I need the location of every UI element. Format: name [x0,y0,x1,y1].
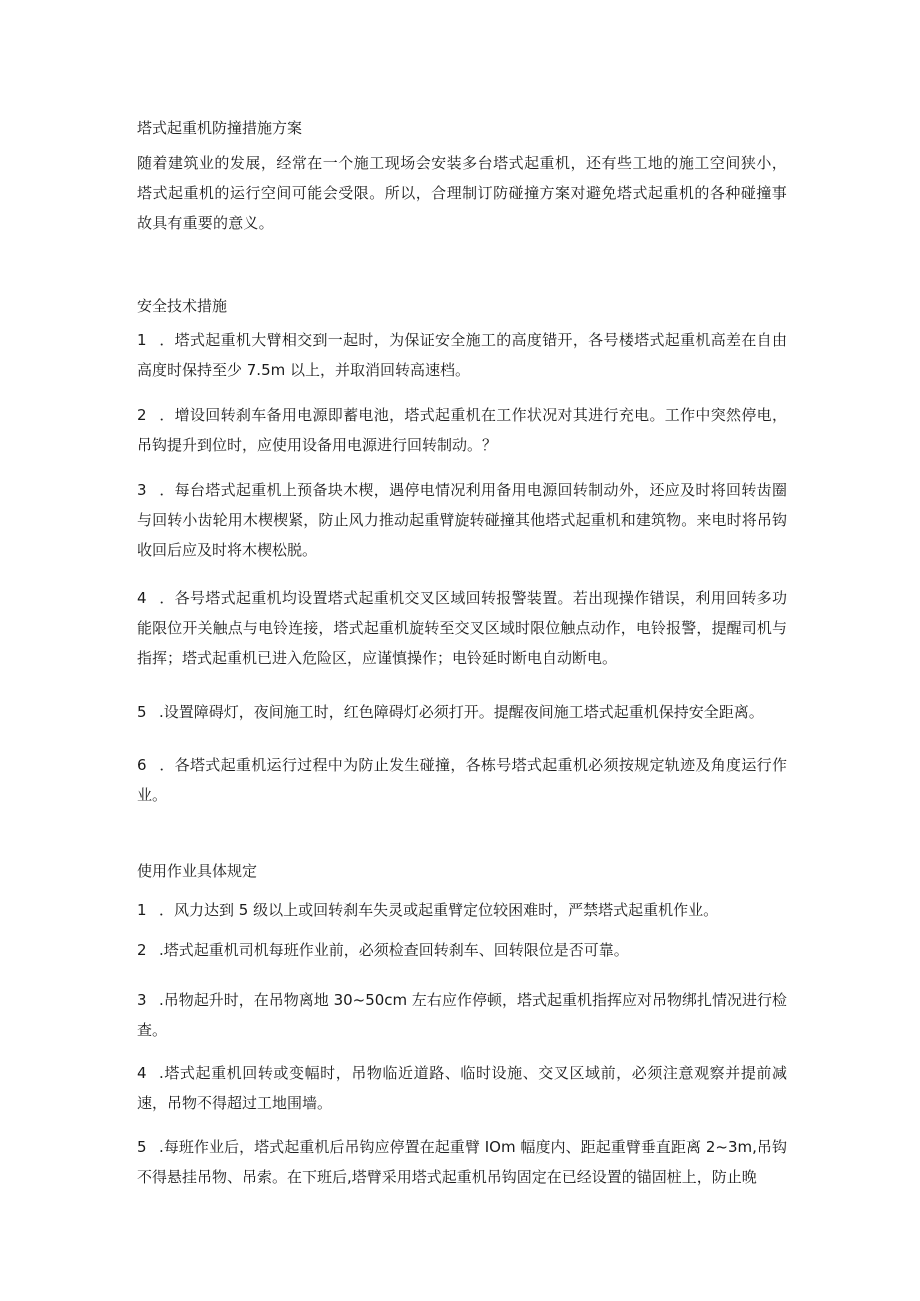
item-number: 3 [137,991,147,1009]
item-text: .塔式起重机回转或变幅时，吊物临近道路、临时设施、交叉区域前，必须注意观察并提前减速，吊物不得超过工地围墙。 [137,1064,787,1112]
item-number: 2 [137,941,147,959]
item-text: .塔式起重机司机每班作业前，必须检查回转刹车、回转限位是否可靠。 [159,941,629,959]
item-text: ．各塔式起重机运行过程中为防止发生碰撞，各栋号塔式起重机必须按规定轨迹及角度运行作业。 [137,756,787,804]
item-number: 1 [137,331,147,349]
item-text: ．增设回转刹车备用电源即蓄电池，塔式起重机在工作状况对其进行充电。工作中突然停电，吊钩提升到位时，应使用设备用电源进行回转制动。？ [137,406,787,454]
item-text: .吊物起升时，在吊物离地 30~50cm 左右应作停顿，塔式起重机指挥应对吊物绑扎情况进行检查。 [137,991,787,1039]
section-heading-safety-measures: 安全技术措施 [137,297,228,315]
list-item [137,935,787,965]
list-item [137,400,787,460]
item-number: 1 [137,901,147,919]
item-number: 4 [137,589,147,607]
document-title: 塔式起重机防撞措施方案 [137,119,303,137]
item-text: ．塔式起重机大臂相交到一起时，为保证安全施工的高度错开，各号楼塔式起重机高差在自由高度时保持至少 7.5m 以上，并取消回转高速档。 [137,331,787,379]
item-text: ．每台塔式起重机上预备块木楔，遇停电情况利用备用电源回转制动外，还应及时将回转齿圈与回转小齿轮用木楔楔紧，防止风力推动起重臂旋转碰撞其他塔式起重机和建筑物。来电时将吊钩收回后应及时将木楔松脱。 [137,481,787,559]
section-heading-usage-rules: 使用作业具体规定 [137,862,258,880]
item-text: .每班作业后，塔式起重机后吊钩应停置在起重臂 IOm 幅度内、距起重臂垂直距离 2~3m,吊钩不得悬挂吊物、吊索。在下班后,塔臂采用塔式起重机吊钩固定在已经设置的锚固桩上，防止晚 [137,1138,787,1186]
list-item [137,1132,787,1192]
item-text: ．各号塔式起重机均设置塔式起重机交叉区域回转报警装置。若出现操作错误，利用回转多功能限位开关触点与电铃连接，塔式起重机旋转至交叉区域时限位触点动作，电铃报警，提醒司机与指挥；塔式起重机已进入危险区，应谨慎操作；电铃延时断电自动断电。 [137,589,787,667]
item-number: 2 [137,406,147,424]
item-number: 5 [137,1138,147,1156]
intro-paragraph: 随着建筑业的发展，经常在一个施工现场会安装多台塔式起重机，还有些工地的施工空间狭小，塔式起重机的运行空间可能会受限。所以，合理制订防碰撞方案对避免塔式起重机的各种碰撞事故具有重要的意义。 [137,154,787,232]
list-item [137,1058,787,1118]
item-number: 4 [137,1064,147,1082]
list-item [137,325,787,385]
list-item [137,697,787,727]
item-number: 3 [137,481,147,499]
item-text: .设置障碍灯，夜间施工时，红色障碍灯必须打开。提醒夜间施工塔式起重机保持安全距离。 [159,703,764,721]
list-item [137,985,787,1045]
item-number: 6 [137,756,147,774]
list-item [137,750,787,810]
list-item [137,895,787,925]
list-item [137,475,787,565]
list-item [137,583,787,673]
item-text: ．风力达到 5 级以上或回转刹车失灵或起重臂定位较困难时，严禁塔式起重机作业。 [159,901,719,919]
item-number: 5 [137,703,147,721]
